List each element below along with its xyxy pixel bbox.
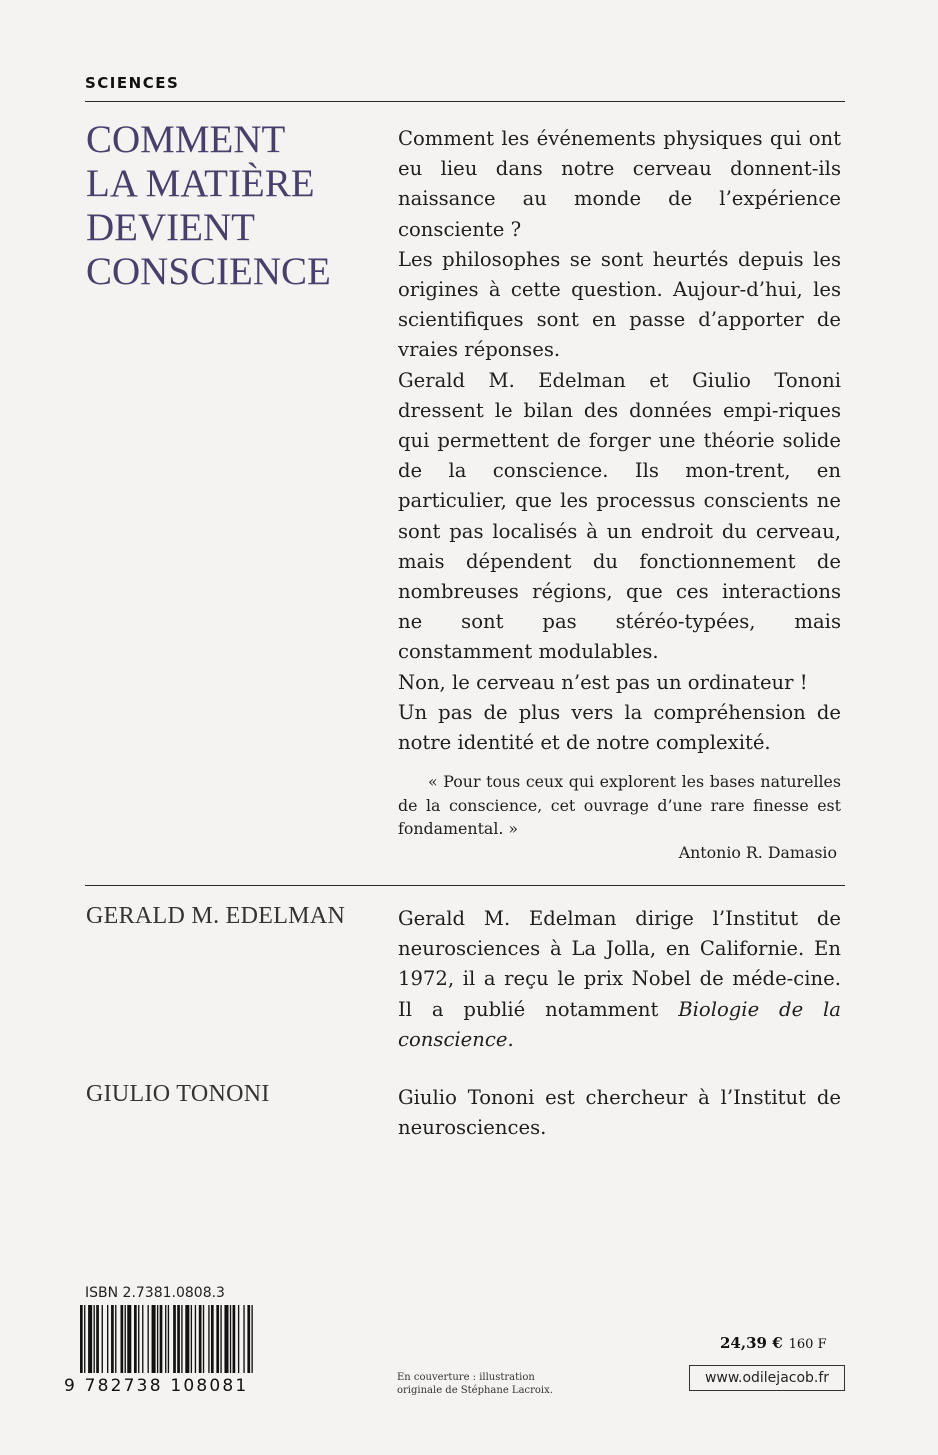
- description-paragraph: Les philosophes se sont heurtés depuis les origines à cette question. Aujour-d’hui, les scientifiques sont en passe d’apporter de vraies réponses.: [398, 247, 841, 362]
- price-euro: 24,39 €: [720, 1334, 783, 1352]
- title-line: COMMENT: [86, 118, 286, 161]
- author-bio-tononi: [398, 1083, 841, 1143]
- publisher-website: www.odilejacob.fr: [689, 1365, 845, 1391]
- bio-book-title: Biologie de la conscience: [398, 997, 841, 1051]
- endorsement-quote: [398, 770, 841, 864]
- isbn-label: ISBN 2.7381.0808.3: [85, 1285, 225, 1301]
- bio-text-main: Gerald M. Edelman dirige l’Institut de neurosciences à La Jolla, en Californie. En 1972, il a reçu le prix Nobel de méde-cine. Il a publié notamment: [398, 907, 841, 1021]
- barcode-digits: 9 782738 108081: [64, 1376, 249, 1396]
- cover-credit: [397, 1371, 587, 1397]
- price: [720, 1334, 827, 1352]
- bio-text: [398, 904, 841, 1055]
- title-line: CONSCIENCE: [86, 250, 331, 293]
- bio-text: Giulio Tononi est chercheur à l’Institut de neurosciences.: [398, 1086, 841, 1140]
- authors-divider: [85, 885, 845, 886]
- book-description: [398, 124, 841, 758]
- price-franc: 160 F: [788, 1337, 827, 1352]
- category-label: SCIENCES: [85, 74, 180, 92]
- description-paragraph: Non, le cerveau n’est pas un ordinateur !: [398, 670, 808, 694]
- quote-attribution: Antonio R. Damasio: [678, 842, 837, 862]
- author-bio-edelman: [398, 904, 841, 1055]
- top-divider: [85, 101, 845, 102]
- title-line: DEVIENT: [86, 206, 255, 249]
- bio-text-end: .: [507, 1027, 514, 1051]
- author-name-edelman: GERALD M. EDELMAN: [86, 903, 346, 929]
- author-name-tononi: GIULIO TONONI: [86, 1081, 270, 1107]
- book-title: [86, 118, 376, 294]
- cover-credit-line: originale de Stéphane Lacroix.: [397, 1385, 553, 1396]
- description-paragraph: Gerald M. Edelman et Giulio Tononi dressent le bilan des données empi-riques qui permettent de forger une théorie solide de la conscience. Ils mon-trent, en particulier, que les processus conscients ne sont pas localisés à un endroit du cerveau, mais dépendent du fonctionnement de nombreuses régions, que ces interactions ne sont pas stéréo-typées, mais constamment modulables.: [398, 368, 841, 664]
- quote-text: « Pour tous ceux qui explorent les bases naturelles de la conscience, cet ouvrage d’une rare finesse est fondamental. »: [398, 772, 841, 839]
- description-paragraph: Un pas de plus vers la compréhension de notre identité et de notre complexité.: [398, 700, 841, 755]
- barcode-icon: [78, 1305, 258, 1373]
- description-paragraph: Comment les événements physiques qui ont eu lieu dans notre cerveau donnent-ils naissance au monde de l’expérience consciente ?: [398, 127, 841, 241]
- cover-credit-line: En couverture : illustration: [397, 1372, 535, 1383]
- title-line: LA MATIÈRE: [86, 162, 315, 205]
